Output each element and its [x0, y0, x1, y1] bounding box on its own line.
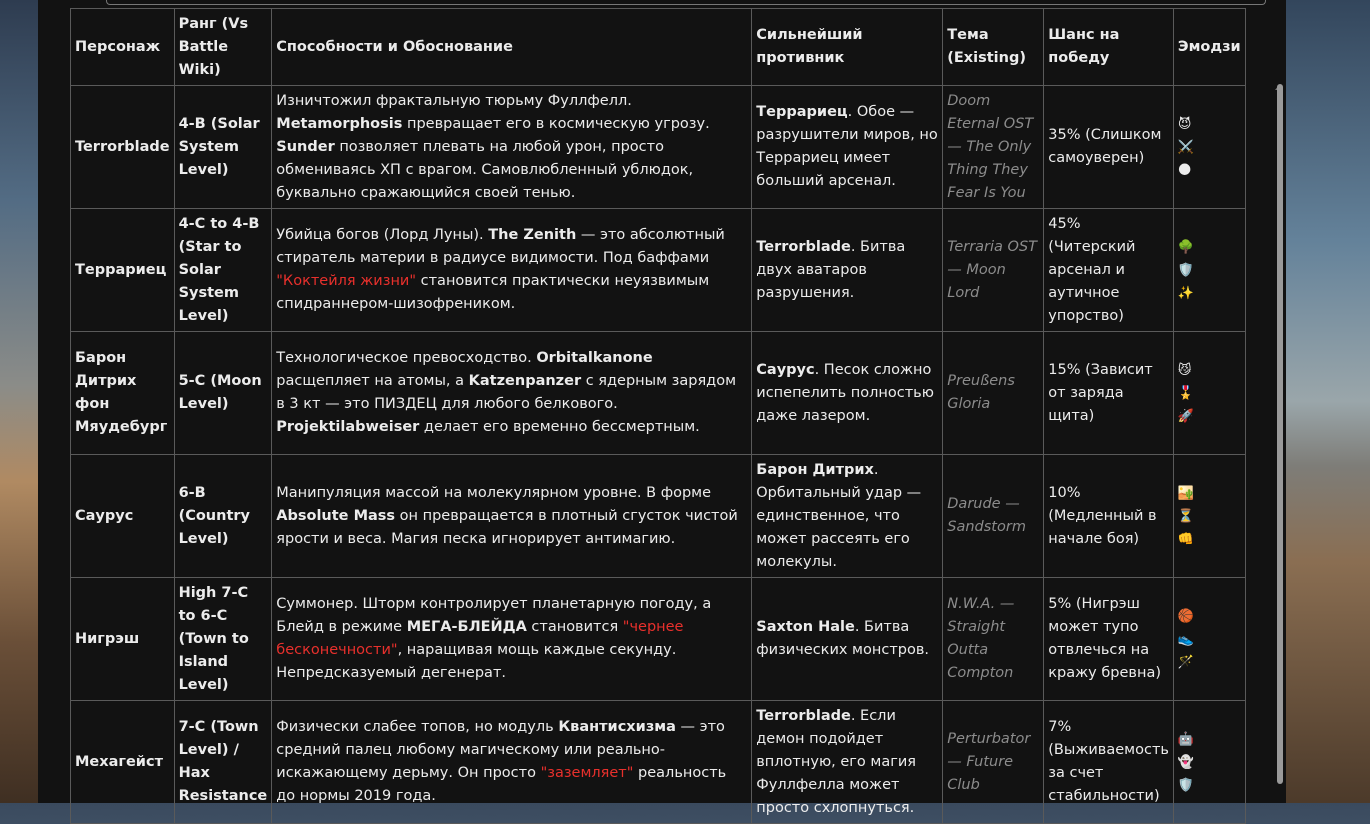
text-run: — это абсолютный стиратель материи в радиусе видимости. Под баффами	[276, 227, 725, 266]
bold-term: Террариец	[756, 104, 848, 120]
emoji-icon: ✨	[1177, 285, 1195, 301]
scrollbar[interactable]	[1272, 40, 1286, 803]
header-chance: Шанс на победу	[1044, 9, 1174, 86]
chance-cell: 45% (Читерский арсенал и аутичное упорство)	[1044, 209, 1174, 332]
text-run: . Если демон подойдет вплотную, его магия Фуллфелла может просто схлопнуться.	[756, 707, 916, 816]
bold-term: Саурус	[756, 361, 815, 378]
background-left	[0, 0, 38, 803]
text-run: с ядерным зарядом в 3 кт — это ПИЗДЕЦ для любого белкового.	[276, 373, 737, 412]
emoji-icon: 🌳	[1177, 239, 1195, 255]
chance-cell: 5% (Нигрэш может тупо отвлечься на кражу бревна)	[1044, 578, 1174, 701]
theme-cell: Preußens Gloria	[943, 332, 1044, 455]
emoji-icon: ⚔️	[1177, 139, 1195, 155]
emoji-icon: 😼	[1177, 362, 1192, 378]
emoji-cell	[1173, 578, 1245, 701]
text-run: делает его временно бессмертным.	[419, 419, 700, 435]
bold-term: МЕГА-БЛЕЙДА	[406, 619, 527, 635]
text-run: Суммонер. Шторм контролирует планетарную погоду, а Блейд в режиме	[276, 596, 712, 635]
abilities-cell	[272, 578, 752, 701]
emoji-icon: 🤖	[1177, 731, 1195, 747]
rank-cell: 5-C (Moon Level)	[174, 332, 272, 455]
bold-term: Projektilabweiser	[276, 419, 420, 435]
opponent-cell	[752, 701, 943, 824]
text-run: Изничтожил фрактальную тюрьму Фуллфелл.	[276, 92, 632, 109]
opponent-cell	[752, 209, 943, 332]
chance-cell: 15% (Зависит от заряда щита)	[1044, 332, 1174, 455]
character-table	[70, 8, 1246, 824]
opponent-cell	[752, 455, 943, 578]
highlighted-text: "чернее бесконечности"	[276, 619, 684, 658]
abilities-cell	[272, 86, 752, 209]
theme-cell: Doom Eternal OST — The Only Thing They Fear Is You	[943, 86, 1044, 209]
emoji-cell	[1173, 332, 1245, 455]
emoji-icon: ⏳	[1177, 508, 1195, 524]
scrollbar-thumb[interactable]	[1277, 84, 1283, 784]
character-name: Terrorblade	[71, 86, 175, 209]
text-run: позволяет плевать на любой урон, просто обмениваясь ХП с врагом. Самовлюбленный ублюдок, буквально сражающийся своей тенью.	[276, 138, 694, 201]
bold-term: Saxton Hale	[756, 619, 855, 635]
emoji-cell	[1173, 455, 1245, 578]
character-name: Мехагейст	[71, 701, 175, 824]
abilities-cell	[272, 455, 752, 578]
character-name: Саурус	[71, 455, 175, 578]
table-row	[71, 209, 1246, 332]
text-run: . Битва двух аватаров разрушения.	[756, 238, 906, 301]
text-run: он превращается в плотный сгусток чистой ярости и веса. Магия песка игнорирует антимагию.	[276, 507, 738, 547]
emoji-icon: 🛡️	[1177, 262, 1195, 278]
text-run: реальность до нормы 2019 года.	[276, 765, 727, 804]
bold-term: Katzenpanzer	[468, 373, 582, 389]
rank-cell: 4-B (Solar System Level)	[174, 86, 272, 209]
header-abilities: Способности и Обоснование	[272, 9, 752, 86]
emoji-cell	[1173, 86, 1245, 209]
highlighted-text: "заземляет"	[540, 765, 634, 781]
emoji-icon: 🪄	[1177, 654, 1195, 670]
text-run: . Обое — разрушители миров, но Террариец имеет больший арсенал.	[756, 104, 938, 189]
text-run: становится	[526, 619, 623, 635]
text-run: превращает его в космическую угрозу.	[402, 115, 710, 132]
background-right	[1286, 0, 1370, 803]
rank-cell: 7-C (Town Level) / Hax Resistance	[174, 701, 272, 824]
rank-cell: High 7-C to 6-C (Town to Island Level)	[174, 578, 272, 701]
bold-term: Terrorblade	[756, 238, 851, 255]
table-row	[71, 578, 1246, 701]
emoji-icon: 🌑	[1177, 162, 1192, 178]
theme-cell: Terraria OST — Moon Lord	[943, 209, 1044, 332]
bold-term: Metamorphosis	[276, 115, 403, 132]
emoji-icon: 🏜️	[1177, 485, 1195, 501]
text-run: Убийца богов (Лорд Луны).	[276, 227, 489, 243]
text-run: Технологическое превосходство.	[276, 350, 537, 366]
table-row	[71, 455, 1246, 578]
text-run: . Песок сложно испепелить полностью даже лазером.	[756, 361, 934, 424]
text-run: расщепляет на атомы, а	[276, 373, 469, 389]
theme-cell: Darude — Sandstorm	[943, 455, 1044, 578]
emoji-icon: 🚀	[1177, 408, 1195, 424]
header-opponent: Сильнейший противник	[752, 9, 943, 86]
text-run: , наращивая мощь каждые секунду. Непредсказуемый дегенерат.	[276, 642, 677, 681]
header-rank: Ранг (Vs Battle Wiki)	[174, 9, 272, 86]
text-run: — это средний палец любому магическому или реально-искажающему дерьму. Он просто	[276, 719, 725, 781]
emoji-icon: 🎖️	[1177, 385, 1195, 401]
bold-term: Sunder	[276, 138, 335, 155]
bold-term: The Zenith	[488, 227, 577, 243]
text-run: становится практически неуязвимым спидраннером-шизофреником.	[276, 273, 710, 312]
abilities-cell	[272, 701, 752, 824]
bold-term: Барон Дитрих	[756, 461, 874, 478]
rank-cell: 4-C to 4-B (Star to Solar System Level)	[174, 209, 272, 332]
character-name: Террариец	[71, 209, 175, 332]
emoji-cell	[1173, 209, 1245, 332]
header-emoji: Эмодзи	[1173, 9, 1245, 86]
theme-cell: Perturbator — Future Club	[943, 701, 1044, 824]
message-container-edge	[106, 0, 1266, 5]
theme-cell: N.W.A. — Straight Outta Compton	[943, 578, 1044, 701]
highlighted-text: "Коктейля жизни"	[276, 273, 417, 289]
rank-cell: 6-B (Country Level)	[174, 455, 272, 578]
table-row	[71, 86, 1246, 209]
text-run: Физически слабее топов, но модуль	[276, 719, 559, 735]
opponent-cell	[752, 86, 943, 209]
bold-term: Orbitalkanone	[536, 350, 653, 366]
bold-term: Квантисхизма	[558, 719, 676, 735]
table-row	[71, 332, 1246, 455]
character-name: Нигрэш	[71, 578, 175, 701]
abilities-cell	[272, 332, 752, 455]
abilities-cell	[272, 209, 752, 332]
header-theme: Тема (Existing)	[943, 9, 1044, 86]
chance-cell: 35% (Слишком самоуверен)	[1044, 86, 1174, 209]
text-run: . Битва физических монстров.	[756, 619, 929, 658]
text-run: Манипуляция массой на молекулярном уровне. В форме	[276, 484, 712, 501]
character-name: Барон Дитрих фон Мяудебург	[71, 332, 175, 455]
chance-cell: 10% (Медленный в начале боя)	[1044, 455, 1174, 578]
emoji-icon: 😈	[1177, 116, 1192, 132]
chance-cell: 7% (Выживаемость за счет стабильности)	[1044, 701, 1174, 824]
bold-term: Absolute Mass	[276, 507, 396, 524]
opponent-cell	[752, 332, 943, 455]
emoji-icon: 👻	[1177, 754, 1195, 770]
emoji-icon: 👟	[1177, 631, 1195, 647]
emoji-cell	[1173, 701, 1245, 824]
table-header-row	[71, 9, 1246, 86]
emoji-icon: 🏀	[1177, 608, 1195, 624]
emoji-icon: 👊	[1177, 531, 1195, 547]
table-row	[71, 701, 1246, 824]
header-character: Персонаж	[71, 9, 175, 86]
emoji-icon: 🛡️	[1177, 777, 1195, 793]
bold-term: Terrorblade	[756, 707, 851, 724]
opponent-cell	[752, 578, 943, 701]
text-run: . Орбитальный удар — единственное, что может рассеять его молекулы.	[756, 461, 922, 570]
